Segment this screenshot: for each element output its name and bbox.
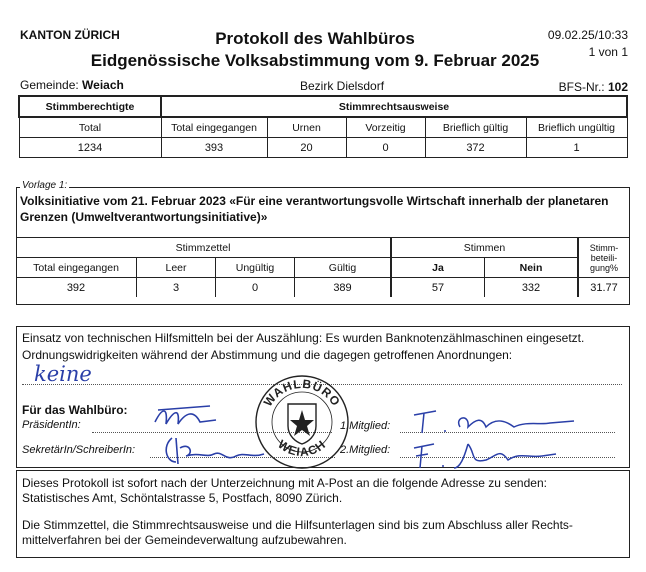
val-vorzeitig: 0 [346,138,425,158]
vote-title: Eidgenössische Volksabstimmung vom 9. Februar 2025 [90,51,540,70]
footer-line2: Statistisches Amt, Schöntalstrasse 5, Postfach, 8090 Zürich. [22,491,343,505]
footer-line4: mittelverfahren bei der Gemeindeverwaltung aufzubewahren. [22,533,347,547]
col-leer: Leer [137,258,216,278]
col-brieflich-gueltig: Brieflich gültig [425,117,526,138]
bfs-label: BFS-Nr.: [558,80,605,94]
mitglied1-label: 1.Mitglied: [340,420,391,432]
signature-mitglied1 [410,407,580,435]
col-total-eingegangen: Total eingegangen [161,117,267,138]
praesident-label: PräsidentIn: [22,419,81,431]
val-leer: 3 [137,278,216,298]
wahlbuero-label: Für das Wahlbüro: [22,403,128,417]
val-brieflich-gueltig: 372 [425,138,526,158]
col-vorzeitig: Vorzeitig [346,117,425,138]
signature-praesident [150,400,220,430]
val-total-eingegangen: 393 [161,138,267,158]
stimmzettel-header: Stimmzettel [16,238,391,258]
vorlage-table [16,237,630,297]
bfs-value: 102 [607,80,628,94]
val-gueltig: 389 [295,278,392,298]
gemeinde-value: Weiach [82,78,124,92]
val-nein: 332 [485,278,579,298]
val-total: 1234 [19,138,161,158]
col-ungueltig: Ungültig [216,258,295,278]
gemeinde-row [20,78,124,92]
einsatz-line2: Ordnungswidrigkeiten während der Abstimmung und die dagegen getroffenen Anordnungen: [22,348,513,362]
stamp-top-text: WAHLBÜRO [260,376,344,410]
canton-label: KANTON ZÜRICH [20,28,120,42]
wahlbuero-stamp [252,372,352,472]
val-ungueltig: 0 [216,278,295,298]
footer-line3: Die Stimmzettel, die Stimmrechtsausweise und die Hilfsunterlagen sind bis zum Abschluss aller Rechts- [22,518,573,532]
page-number: 1 von 1 [588,45,628,59]
signature-mitglied2 [410,438,560,472]
col-nein: Nein [485,258,579,278]
svg-text:WEIACH [275,437,328,459]
stamp-bottom-text: WEIACH [275,437,329,460]
val-beteiligung: 31.77 [578,278,630,298]
ausweise-table [18,95,628,158]
vorlage-legend: Vorlage 1: [22,180,68,191]
col-gueltig: Gültig [295,258,392,278]
col-ja: Ja [391,258,485,278]
footer-line1: Dieses Protokoll ist sofort nach der Unterzeichnung mit A-Post an die folgende Adresse zu senden: [22,476,547,490]
col-total-eingegangen-v: Total eingegangen [16,258,137,278]
sekretaer-label: SekretärIn/SchreiberIn: [22,444,136,456]
bezirk: Bezirk Dielsdorf [300,79,385,93]
col-urnen: Urnen [267,117,346,138]
protocol-title: Protokoll des Wahlbüros [215,29,415,48]
handwritten-keine: keine [34,362,92,386]
col-total: Total [19,117,161,138]
val-urnen: 20 [267,138,346,158]
vorlage-title: Volksinitiative vom 21. Februar 2023 «Für eine verantwortungsvolle Wirtschaft innerhalb der planetaren Grenzen (Umweltverantwortungsinitiative)» [20,194,609,224]
stimmberechtigte-header: Stimmberechtigte [19,96,161,117]
einsatz-line1: Einsatz von technischen Hilfsmitteln bei der Auszählung: Es wurden Banknotenzählmaschinen eingesetzt. [22,331,585,345]
stimmrechtsausweise-header: Stimmrechtsausweise [161,96,627,117]
datetime: 09.02.25/10:33 [547,28,628,42]
beteiligung-header: Stimm-beteili-gung% [578,238,630,278]
stimmen-header: Stimmen [391,238,578,258]
gemeinde-label: Gemeinde: [20,78,79,92]
col-brieflich-ungueltig: Brieflich ungültig [526,117,627,138]
val-total-eingegangen-v: 392 [16,278,137,298]
bfs-row [559,80,628,94]
val-ja: 57 [391,278,485,298]
mitglied2-label: 2.Mitglied: [340,444,391,456]
val-brieflich-ungueltig: 1 [526,138,627,158]
